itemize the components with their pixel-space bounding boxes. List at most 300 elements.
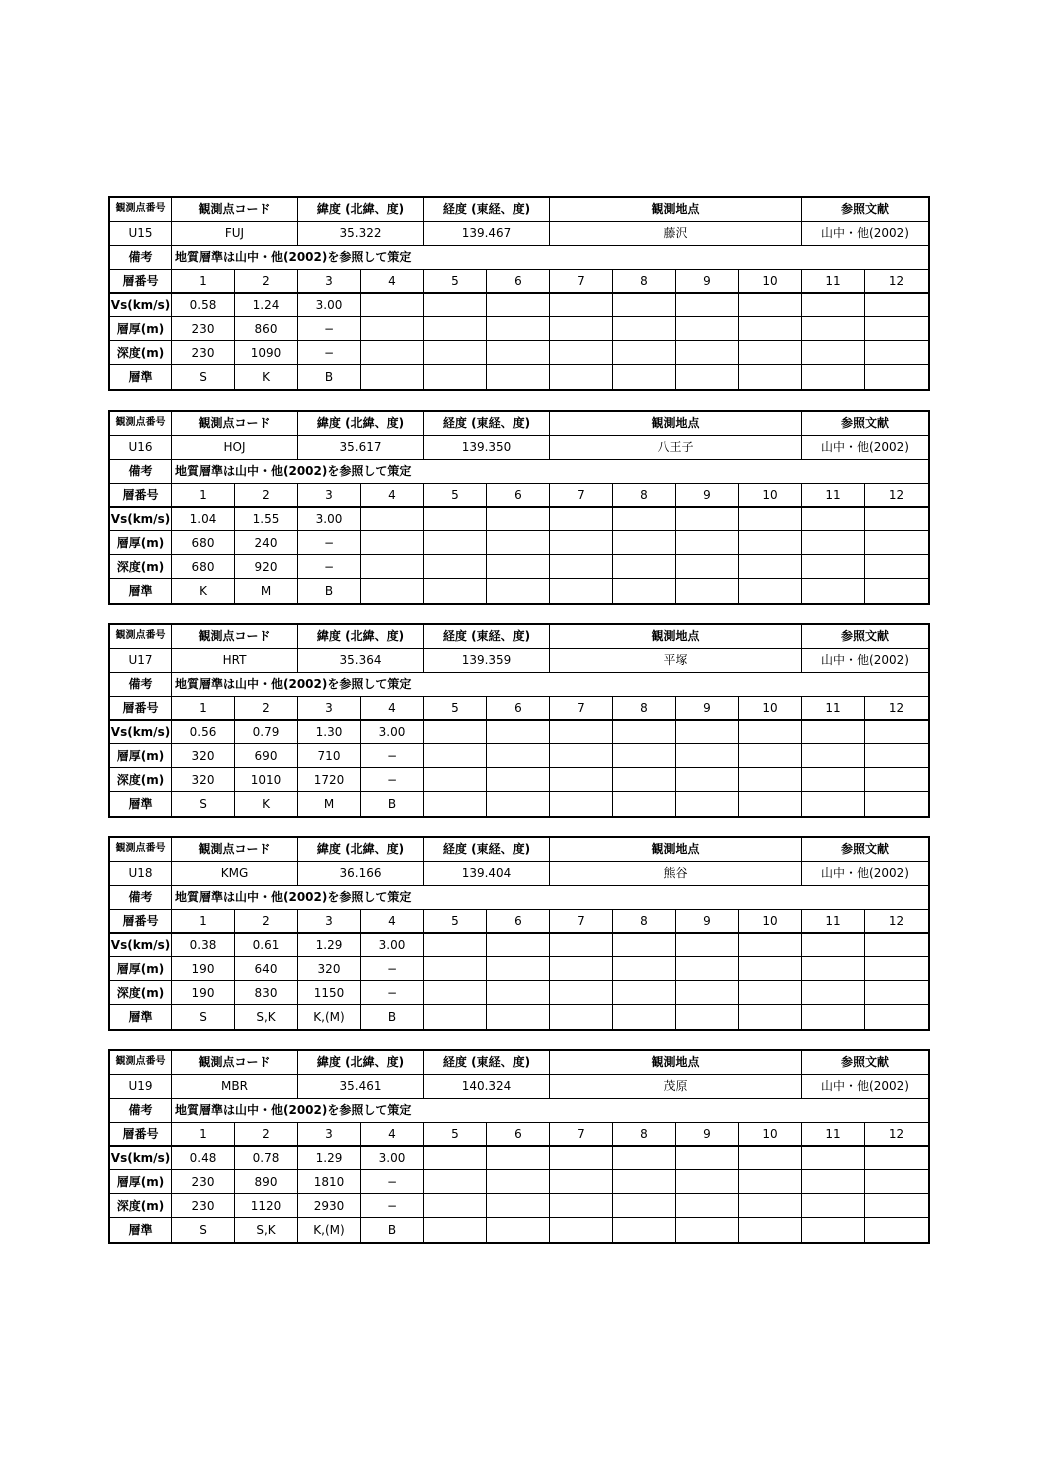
depth-value — [613, 981, 676, 1005]
thickness-label: 層厚(m) — [110, 1170, 172, 1194]
depth-label: 深度(m) — [110, 555, 172, 579]
layer-number: 9 — [676, 910, 739, 934]
depth-value — [613, 555, 676, 579]
depth-value: 1010 — [235, 768, 298, 792]
vs-value — [739, 1147, 802, 1171]
station-code: KMG — [172, 862, 298, 886]
thickness-value: 1810 — [298, 1170, 361, 1194]
thickness-value: 230 — [172, 1170, 235, 1194]
thickness-value — [613, 744, 676, 768]
layer-number: 2 — [235, 1123, 298, 1147]
depth-value — [550, 981, 613, 1005]
depth-value: 920 — [235, 555, 298, 579]
depth-value — [424, 555, 487, 579]
vs-value — [739, 934, 802, 958]
depth-value: 1150 — [298, 981, 361, 1005]
header-reference: 参照文献 — [802, 1051, 928, 1075]
thickness-value — [676, 531, 739, 555]
vs-value — [550, 508, 613, 532]
thickness-label: 層厚(m) — [110, 957, 172, 981]
station-id: U16 — [110, 436, 172, 460]
vs-value — [361, 294, 424, 318]
vs-value — [865, 721, 928, 745]
horizon-value — [802, 1218, 865, 1242]
station-location: 熊谷 — [550, 862, 802, 886]
layer-number: 5 — [424, 1123, 487, 1147]
depth-value — [802, 555, 865, 579]
depth-value — [739, 1194, 802, 1218]
layer-number: 10 — [739, 1123, 802, 1147]
vs-value: 3.00 — [361, 934, 424, 958]
vs-value — [739, 294, 802, 318]
depth-value — [550, 555, 613, 579]
depth-value — [865, 768, 928, 792]
horizon-value — [424, 579, 487, 603]
layer-number: 10 — [739, 697, 802, 721]
header-reference: 参照文献 — [802, 412, 928, 436]
vs-value: 1.04 — [172, 508, 235, 532]
layer-no-label: 層番号 — [110, 697, 172, 721]
thickness-value: 690 — [235, 744, 298, 768]
vs-value: 0.61 — [235, 934, 298, 958]
station-table — [108, 1049, 930, 1244]
depth-value — [739, 555, 802, 579]
vs-value — [613, 934, 676, 958]
vs-value — [802, 294, 865, 318]
thickness-value — [550, 1170, 613, 1194]
layer-number: 1 — [172, 484, 235, 508]
depth-value — [802, 1194, 865, 1218]
station-location: 八王子 — [550, 436, 802, 460]
vs-value: 3.00 — [298, 294, 361, 318]
layer-number: 2 — [235, 484, 298, 508]
layer-number: 4 — [361, 697, 424, 721]
horizon-value — [739, 579, 802, 603]
vs-label: Vs(km/s) — [110, 721, 172, 745]
layer-number: 11 — [802, 1123, 865, 1147]
remarks-text: 地質層準は山中・他(2002)を参照して策定 — [172, 886, 928, 910]
horizon-value: K,(M) — [298, 1218, 361, 1242]
layer-number: 2 — [235, 910, 298, 934]
layer-number: 3 — [298, 910, 361, 934]
station-table — [108, 410, 930, 605]
thickness-value — [550, 957, 613, 981]
layer-number: 8 — [613, 484, 676, 508]
layer-number: 9 — [676, 484, 739, 508]
horizon-value: B — [361, 1218, 424, 1242]
layer-number: 4 — [361, 1123, 424, 1147]
vs-label: Vs(km/s) — [110, 934, 172, 958]
thickness-value — [676, 1170, 739, 1194]
depth-value: 2930 — [298, 1194, 361, 1218]
header-longitude: 経度 (東経、度) — [424, 1051, 550, 1075]
station-reference: 山中・他(2002) — [802, 1075, 928, 1099]
horizon-value — [361, 365, 424, 389]
layer-number: 5 — [424, 910, 487, 934]
layer-number: 1 — [172, 270, 235, 294]
horizon-value: B — [298, 365, 361, 389]
vs-value — [865, 934, 928, 958]
layer-no-label: 層番号 — [110, 1123, 172, 1147]
horizon-value — [424, 1005, 487, 1029]
horizon-value — [487, 365, 550, 389]
remarks-label: 備考 — [110, 1099, 172, 1123]
vs-value: 3.00 — [361, 1147, 424, 1171]
layer-number: 5 — [424, 697, 487, 721]
header-station-code: 観測点コード — [172, 1051, 298, 1075]
thickness-value: − — [298, 317, 361, 341]
station-latitude: 35.461 — [298, 1075, 424, 1099]
vs-value — [424, 294, 487, 318]
remarks-text: 地質層準は山中・他(2002)を参照して策定 — [172, 246, 928, 270]
station-latitude: 36.166 — [298, 862, 424, 886]
vs-value — [676, 294, 739, 318]
station-code: HRT — [172, 649, 298, 673]
layer-number: 6 — [487, 484, 550, 508]
station-location: 平塚 — [550, 649, 802, 673]
depth-value — [802, 768, 865, 792]
vs-value: 1.55 — [235, 508, 298, 532]
layer-number: 9 — [676, 270, 739, 294]
horizon-value — [676, 579, 739, 603]
layer-no-label: 層番号 — [110, 910, 172, 934]
thickness-value — [739, 317, 802, 341]
thickness-value — [424, 957, 487, 981]
vs-value — [424, 721, 487, 745]
header-latitude: 緯度 (北緯、度) — [298, 1051, 424, 1075]
horizon-value — [550, 365, 613, 389]
vs-value — [802, 934, 865, 958]
station-table — [108, 836, 930, 1031]
horizon-value — [424, 1218, 487, 1242]
depth-value — [487, 555, 550, 579]
layer-number: 12 — [865, 1123, 928, 1147]
horizon-value — [676, 792, 739, 816]
depth-label: 深度(m) — [110, 341, 172, 365]
header-latitude: 緯度 (北緯、度) — [298, 412, 424, 436]
depth-value: 230 — [172, 1194, 235, 1218]
header-latitude: 緯度 (北緯、度) — [298, 625, 424, 649]
layer-number: 2 — [235, 270, 298, 294]
thickness-value — [865, 531, 928, 555]
header-location: 観測地点 — [550, 198, 802, 222]
layer-number: 6 — [487, 910, 550, 934]
depth-value — [550, 768, 613, 792]
layer-number: 1 — [172, 1123, 235, 1147]
thickness-value — [424, 1170, 487, 1194]
thickness-value: 640 — [235, 957, 298, 981]
remarks-label: 備考 — [110, 460, 172, 484]
thickness-value — [361, 531, 424, 555]
remarks-text: 地質層準は山中・他(2002)を参照して策定 — [172, 460, 928, 484]
vs-value — [424, 1147, 487, 1171]
vs-value: 3.00 — [298, 508, 361, 532]
thickness-value: 240 — [235, 531, 298, 555]
vs-value — [613, 294, 676, 318]
depth-value — [676, 555, 739, 579]
station-reference: 山中・他(2002) — [802, 649, 928, 673]
vs-value — [613, 508, 676, 532]
depth-value — [424, 1194, 487, 1218]
header-station-code: 観測点コード — [172, 412, 298, 436]
remarks-label: 備考 — [110, 673, 172, 697]
layer-number: 1 — [172, 697, 235, 721]
thickness-value — [424, 531, 487, 555]
vs-value — [487, 508, 550, 532]
depth-label: 深度(m) — [110, 981, 172, 1005]
thickness-value — [613, 317, 676, 341]
thickness-value: 710 — [298, 744, 361, 768]
vs-value: 1.24 — [235, 294, 298, 318]
layer-number: 3 — [298, 1123, 361, 1147]
layer-number: 12 — [865, 697, 928, 721]
depth-value — [865, 981, 928, 1005]
thickness-value — [676, 317, 739, 341]
header-reference: 参照文献 — [802, 838, 928, 862]
layer-number: 10 — [739, 910, 802, 934]
horizon-value — [613, 365, 676, 389]
thickness-value — [802, 744, 865, 768]
header-location: 観測地点 — [550, 1051, 802, 1075]
horizon-value — [550, 579, 613, 603]
thickness-value — [487, 531, 550, 555]
thickness-value — [550, 531, 613, 555]
layer-number: 7 — [550, 910, 613, 934]
thickness-value — [487, 744, 550, 768]
header-latitude: 緯度 (北緯、度) — [298, 198, 424, 222]
depth-value — [487, 341, 550, 365]
horizon-value — [613, 1218, 676, 1242]
header-latitude: 緯度 (北緯、度) — [298, 838, 424, 862]
thickness-value — [613, 531, 676, 555]
depth-value — [424, 768, 487, 792]
layer-number: 5 — [424, 484, 487, 508]
layer-number: 2 — [235, 697, 298, 721]
station-code: FUJ — [172, 222, 298, 246]
thickness-value — [487, 957, 550, 981]
horizon-value — [613, 1005, 676, 1029]
header-station-no: 観測点番号 — [110, 198, 172, 222]
depth-value — [739, 341, 802, 365]
station-longitude: 139.467 — [424, 222, 550, 246]
depth-value — [613, 341, 676, 365]
depth-value: 1120 — [235, 1194, 298, 1218]
horizon-label: 層準 — [110, 365, 172, 389]
depth-value — [613, 768, 676, 792]
depth-value — [739, 768, 802, 792]
thickness-value: 190 — [172, 957, 235, 981]
vs-value — [613, 1147, 676, 1171]
vs-value — [550, 1147, 613, 1171]
vs-label: Vs(km/s) — [110, 294, 172, 318]
station-longitude: 139.404 — [424, 862, 550, 886]
thickness-value — [487, 317, 550, 341]
layer-number: 6 — [487, 1123, 550, 1147]
horizon-value — [550, 1218, 613, 1242]
layer-number: 5 — [424, 270, 487, 294]
thickness-value: − — [361, 957, 424, 981]
horizon-value: S,K — [235, 1005, 298, 1029]
depth-value: − — [361, 981, 424, 1005]
depth-value — [676, 341, 739, 365]
depth-value — [676, 768, 739, 792]
station-id: U18 — [110, 862, 172, 886]
vs-value: 0.56 — [172, 721, 235, 745]
vs-value — [865, 1147, 928, 1171]
depth-value: − — [361, 768, 424, 792]
header-longitude: 経度 (東経、度) — [424, 198, 550, 222]
station-latitude: 35.322 — [298, 222, 424, 246]
horizon-value — [487, 1005, 550, 1029]
thickness-value: − — [298, 531, 361, 555]
horizon-value — [802, 365, 865, 389]
vs-value — [739, 508, 802, 532]
depth-value — [676, 1194, 739, 1218]
depth-value — [487, 768, 550, 792]
horizon-value: K — [235, 792, 298, 816]
horizon-value — [487, 579, 550, 603]
header-station-code: 観測点コード — [172, 838, 298, 862]
thickness-value — [739, 957, 802, 981]
depth-value — [550, 1194, 613, 1218]
remarks-text: 地質層準は山中・他(2002)を参照して策定 — [172, 673, 928, 697]
layer-number: 11 — [802, 484, 865, 508]
vs-value — [802, 508, 865, 532]
horizon-value: B — [361, 1005, 424, 1029]
vs-value — [676, 1147, 739, 1171]
horizon-value — [865, 1005, 928, 1029]
header-reference: 参照文献 — [802, 625, 928, 649]
depth-value — [865, 555, 928, 579]
vs-value — [676, 934, 739, 958]
layer-number: 4 — [361, 910, 424, 934]
layer-number: 8 — [613, 697, 676, 721]
header-reference: 参照文献 — [802, 198, 928, 222]
thickness-value — [550, 744, 613, 768]
station-location: 藤沢 — [550, 222, 802, 246]
horizon-label: 層準 — [110, 1005, 172, 1029]
horizon-value — [802, 792, 865, 816]
station-longitude: 140.324 — [424, 1075, 550, 1099]
horizon-value: K — [172, 579, 235, 603]
horizon-value: S — [172, 1005, 235, 1029]
thickness-value: 230 — [172, 317, 235, 341]
header-location: 観測地点 — [550, 838, 802, 862]
depth-value — [613, 1194, 676, 1218]
layer-number: 6 — [487, 697, 550, 721]
header-station-code: 観測点コード — [172, 625, 298, 649]
horizon-label: 層準 — [110, 792, 172, 816]
vs-value: 0.79 — [235, 721, 298, 745]
horizon-value — [550, 1005, 613, 1029]
horizon-value: K — [235, 365, 298, 389]
horizon-value — [739, 1218, 802, 1242]
header-station-code: 観測点コード — [172, 198, 298, 222]
header-station-no: 観測点番号 — [110, 412, 172, 436]
horizon-value — [865, 365, 928, 389]
depth-value: 1720 — [298, 768, 361, 792]
vs-value: 1.29 — [298, 1147, 361, 1171]
layer-number: 3 — [298, 270, 361, 294]
vs-value: 0.38 — [172, 934, 235, 958]
remarks-text: 地質層準は山中・他(2002)を参照して策定 — [172, 1099, 928, 1123]
vs-value — [802, 1147, 865, 1171]
station-reference: 山中・他(2002) — [802, 862, 928, 886]
horizon-value — [550, 792, 613, 816]
vs-value — [550, 721, 613, 745]
layer-number: 4 — [361, 270, 424, 294]
thickness-value: 680 — [172, 531, 235, 555]
horizon-value — [739, 1005, 802, 1029]
vs-value — [487, 1147, 550, 1171]
depth-value: 320 — [172, 768, 235, 792]
header-location: 観測地点 — [550, 412, 802, 436]
layer-number: 7 — [550, 1123, 613, 1147]
horizon-value: S — [172, 365, 235, 389]
layer-number: 11 — [802, 910, 865, 934]
thickness-value — [487, 1170, 550, 1194]
vs-value — [487, 934, 550, 958]
layer-number: 7 — [550, 270, 613, 294]
thickness-value — [676, 744, 739, 768]
horizon-value — [487, 792, 550, 816]
remarks-label: 備考 — [110, 886, 172, 910]
depth-value — [550, 341, 613, 365]
depth-value — [802, 981, 865, 1005]
header-longitude: 経度 (東経、度) — [424, 838, 550, 862]
vs-value — [865, 508, 928, 532]
vs-value: 0.48 — [172, 1147, 235, 1171]
station-code: HOJ — [172, 436, 298, 460]
station-id: U19 — [110, 1075, 172, 1099]
horizon-value — [865, 792, 928, 816]
layer-number: 12 — [865, 484, 928, 508]
thickness-value — [613, 957, 676, 981]
layer-number: 9 — [676, 697, 739, 721]
depth-value — [676, 981, 739, 1005]
layer-number: 8 — [613, 910, 676, 934]
vs-value: 1.30 — [298, 721, 361, 745]
depth-value: 190 — [172, 981, 235, 1005]
horizon-value — [676, 1218, 739, 1242]
horizon-value — [487, 1218, 550, 1242]
horizon-value: M — [235, 579, 298, 603]
thickness-value: − — [361, 744, 424, 768]
vs-value — [550, 934, 613, 958]
depth-value — [361, 555, 424, 579]
thickness-value — [865, 1170, 928, 1194]
thickness-value: 320 — [298, 957, 361, 981]
thickness-value: 320 — [172, 744, 235, 768]
vs-value: 0.78 — [235, 1147, 298, 1171]
horizon-value — [424, 792, 487, 816]
depth-value — [361, 341, 424, 365]
header-location: 観測地点 — [550, 625, 802, 649]
depth-value — [487, 1194, 550, 1218]
thickness-label: 層厚(m) — [110, 531, 172, 555]
vs-value — [802, 721, 865, 745]
horizon-value: S — [172, 1218, 235, 1242]
layer-number: 4 — [361, 484, 424, 508]
layer-number: 12 — [865, 270, 928, 294]
depth-value — [865, 1194, 928, 1218]
vs-value — [361, 508, 424, 532]
horizon-value: M — [298, 792, 361, 816]
layer-number: 8 — [613, 1123, 676, 1147]
horizon-value — [676, 1005, 739, 1029]
header-station-no: 観測点番号 — [110, 1051, 172, 1075]
station-reference: 山中・他(2002) — [802, 222, 928, 246]
